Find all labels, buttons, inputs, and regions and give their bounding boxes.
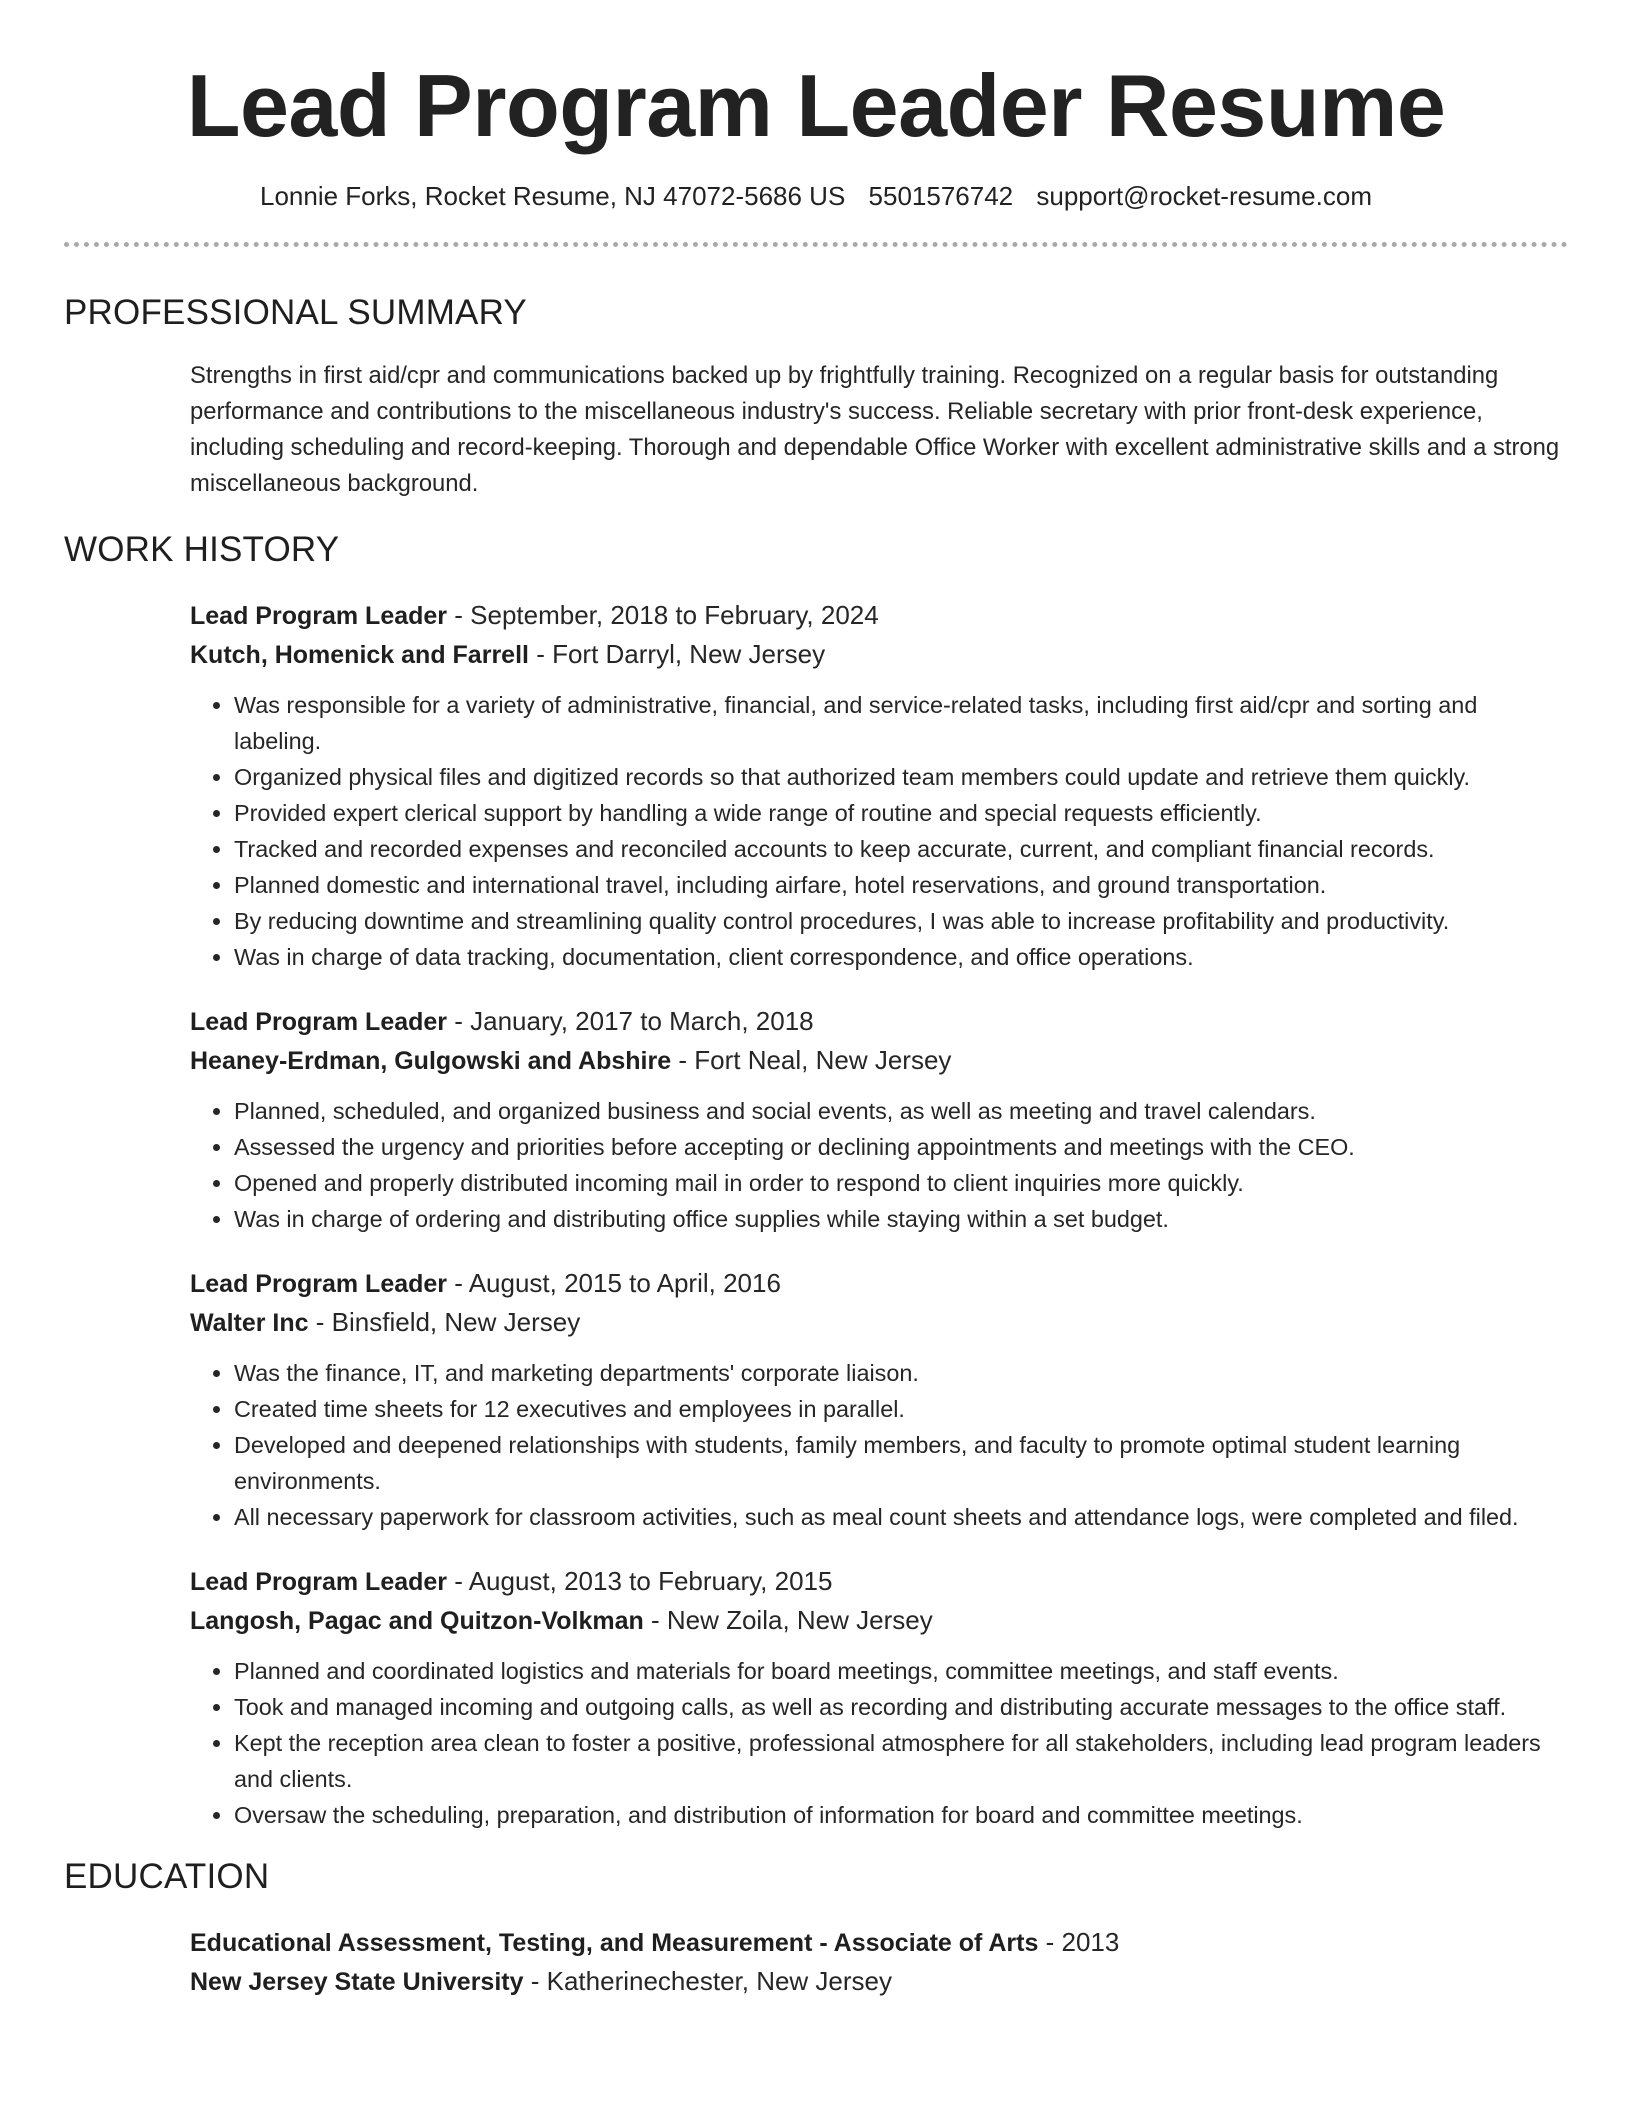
- job-company-line: [190, 1601, 1568, 1640]
- contact-address: Lonnie Forks, Rocket Resume, NJ 47072-5686 US: [260, 181, 846, 211]
- job-title-line: [190, 1002, 1568, 1041]
- education-degree-line: [190, 1923, 1568, 1962]
- job-company-line: [190, 1303, 1568, 1342]
- job-company: Kutch, Homenick and Farrell: [190, 641, 529, 669]
- job-location: - Fort Darryl, New Jersey: [528, 639, 826, 669]
- job-company-line: [190, 1041, 1568, 1080]
- job-bullet: • Was the finance, IT, and marketing departments' corporate liaison.: [234, 1355, 1568, 1391]
- page-title: Lead Program Leader Resume: [186, 56, 1446, 155]
- job-bullet-list: [190, 1355, 1568, 1535]
- job-entry: [190, 1562, 1568, 1833]
- contact-line: [64, 180, 1568, 212]
- job-bullet: • Took and managed incoming and outgoing calls, as well as recording and distributing accurate messages to the office staff.: [234, 1689, 1568, 1725]
- job-location: - Fort Neal, New Jersey: [671, 1045, 952, 1075]
- job-bullet: • Planned and coordinated logistics and materials for board meetings, committee meetings, and staff events.: [234, 1653, 1568, 1689]
- job-bullet: • Was responsible for a variety of administrative, financial, and service-related tasks, including first aid/cpr and sorting and labeling.: [234, 687, 1568, 759]
- summary-text: Strengths in first aid/cpr and communications backed up by frightfully training. Recognized on a regular basis for outstanding performance and contributions to the miscellaneous industry's success. Reliable secretary with prior front-desk experience, including scheduling and record-keeping. Thorough and dependable Office Worker with excellent administrative skills and a strong miscellaneous background.: [190, 362, 1560, 497]
- job-bullet: • All necessary paperwork for classroom activities, such as meal count sheets and attendance logs, were completed and filed.: [234, 1499, 1568, 1535]
- work-history-heading: WORK HISTORY: [64, 530, 340, 569]
- summary-section: [64, 291, 1568, 502]
- job-bullet: • By reducing downtime and streamlining quality control procedures, I was able to increase profitability and productivity.: [234, 903, 1568, 939]
- job-bullet: • Kept the reception area clean to foster a positive, professional atmosphere for all stakeholders, including lead program leaders and clients.: [234, 1725, 1568, 1797]
- education-section: [64, 1855, 1568, 2001]
- job-bullet-list: [190, 1653, 1568, 1833]
- job-title: Lead Program Leader: [190, 1008, 448, 1036]
- job-bullet: • Planned domestic and international travel, including airfare, hotel reservations, and ground transportation.: [234, 867, 1568, 903]
- education-school-line: [190, 1962, 1568, 2001]
- summary-heading: PROFESSIONAL SUMMARY: [64, 293, 527, 332]
- job-location: - Binsfield, New Jersey: [308, 1307, 581, 1337]
- job-title-line: [190, 1264, 1568, 1303]
- job-title-line: [190, 596, 1568, 635]
- contact-email: support@rocket-resume.com: [1036, 181, 1372, 211]
- job-bullet: • Tracked and recorded expenses and reconciled accounts to keep accurate, current, and compliant financial records.: [234, 831, 1568, 867]
- contact-phone: 5501576742: [868, 181, 1014, 211]
- education-school: New Jersey State University: [190, 1968, 524, 1996]
- job-title-line: [190, 1562, 1568, 1601]
- job-dates: - January, 2017 to March, 2018: [447, 1006, 814, 1036]
- job-bullet: • Assessed the urgency and priorities before accepting or declining appointments and meetings with the CEO.: [234, 1129, 1568, 1165]
- job-company-line: [190, 635, 1568, 674]
- job-bullet: • Opened and properly distributed incoming mail in order to respond to client inquiries more quickly.: [234, 1165, 1568, 1201]
- job-dates: - August, 2015 to April, 2016: [447, 1268, 781, 1298]
- job-bullet: • Oversaw the scheduling, preparation, and distribution of information for board and committee meetings.: [234, 1797, 1568, 1833]
- job-bullet: • Planned, scheduled, and organized business and social events, as well as meeting and travel calendars.: [234, 1093, 1568, 1129]
- job-bullet: • Organized physical files and digitized records so that authorized team members could update and retrieve them quickly.: [234, 759, 1568, 795]
- job-bullet: • Provided expert clerical support by handling a wide range of routine and special requests efficiently.: [234, 795, 1568, 831]
- job-entry: [190, 1002, 1568, 1237]
- job-dates: - August, 2013 to February, 2015: [447, 1566, 833, 1596]
- job-bullet-list: [190, 687, 1568, 975]
- job-title: Lead Program Leader: [190, 1568, 448, 1596]
- job-bullet: • Was in charge of data tracking, documentation, client correspondence, and office operations.: [234, 939, 1568, 975]
- job-company: Heaney-Erdman, Gulgowski and Abshire: [190, 1047, 672, 1075]
- job-entry: [190, 596, 1568, 975]
- job-title: Lead Program Leader: [190, 1270, 448, 1298]
- education-degree: Educational Assessment, Testing, and Measurement - Associate of Arts: [190, 1929, 1039, 1957]
- job-company: Langosh, Pagac and Quitzon-Volkman: [190, 1607, 644, 1635]
- work-history-section: [64, 528, 1568, 1833]
- education-entry: [190, 1923, 1568, 2001]
- job-bullet: • Created time sheets for 12 executives and employees in parallel.: [234, 1391, 1568, 1427]
- job-dates: - September, 2018 to February, 2024: [447, 600, 879, 630]
- job-company: Walter Inc: [190, 1309, 309, 1337]
- job-bullet-list: [190, 1093, 1568, 1237]
- job-location: - New Zoila, New Jersey: [643, 1605, 933, 1635]
- header-divider: [64, 242, 1568, 247]
- job-bullet: • Was in charge of ordering and distributing office supplies while staying within a set budget.: [234, 1201, 1568, 1237]
- education-location: - Katherinechester, New Jersey: [523, 1966, 893, 1996]
- job-bullet: • Developed and deepened relationships with students, family members, and faculty to promote optimal student learning environments.: [234, 1427, 1568, 1499]
- job-entry: [190, 1264, 1568, 1535]
- education-year: - 2013: [1038, 1927, 1120, 1957]
- education-heading: EDUCATION: [64, 1857, 270, 1896]
- job-title: Lead Program Leader: [190, 602, 448, 630]
